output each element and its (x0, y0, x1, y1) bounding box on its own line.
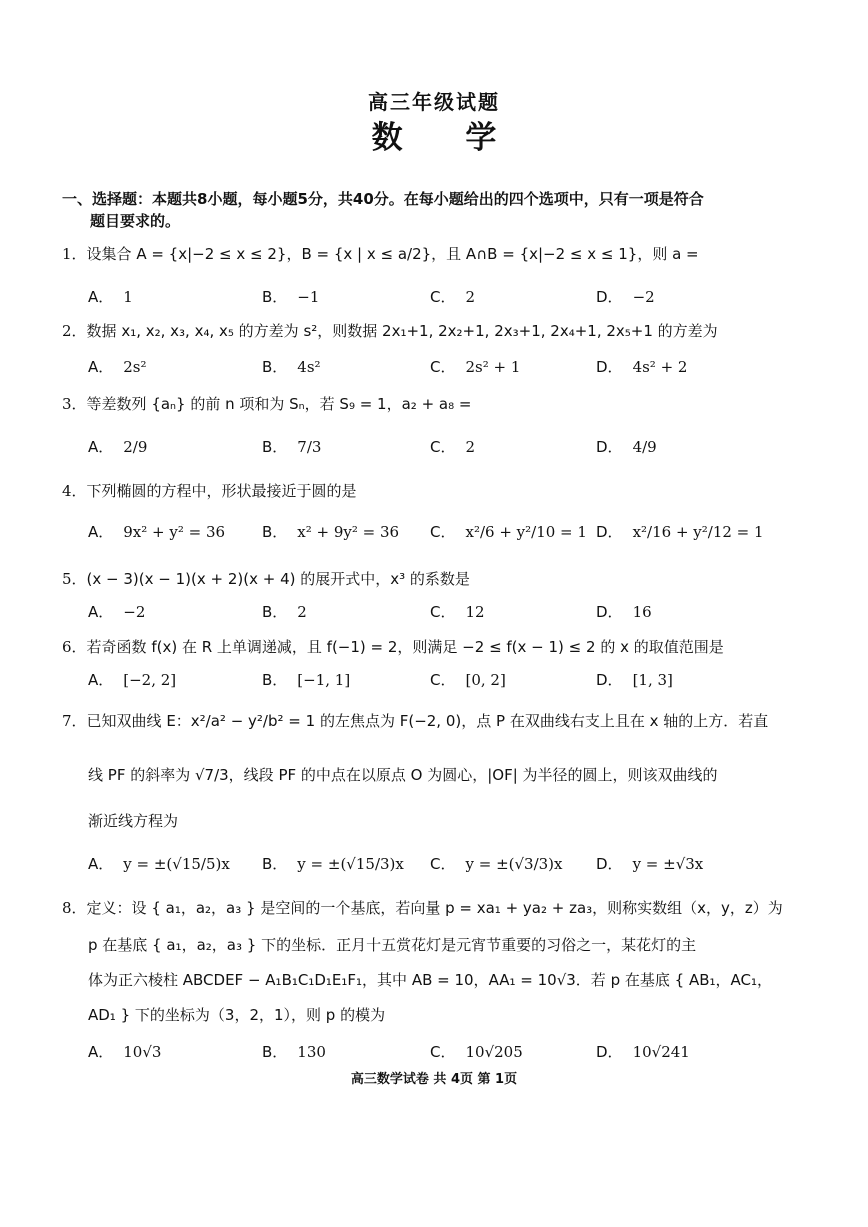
question-number: 5． (62, 570, 87, 588)
question-1-options (88, 285, 788, 315)
question-number: 7． (62, 712, 87, 730)
question-3 (62, 393, 792, 415)
question-8-stem-line-4: AD₁ } 下的坐标为（3，2，1），则 p 的模为 (88, 1006, 386, 1024)
question-8-stem-line-2: p 在基底 { a₁，a₂，a₃ } 下的坐标．正月十五赏花灯是元宵节重要的习俗之一，某花灯的主 (88, 936, 697, 954)
question-number: 1． (62, 245, 87, 263)
question-8 (62, 897, 792, 919)
exam-title: 数 学 (371, 120, 523, 156)
question-5-options (88, 600, 788, 630)
question-stem: 若奇函数 f(x) 在 R 上单调递减，且 f(−1) = 2，则满足 −2 ≤ f(x − 1) ≤ 2 的 x 的取值范围是 (86, 638, 724, 656)
question-8-stem-line-3: 体为正六棱柱 ABCDEF − A₁B₁C₁D₁E₁F₁，其中 AB = 10，AA₁ = 10√3．若 p 在基底 { AB₁，AC₁， (88, 971, 772, 989)
option-b[interactable]: B． −1 (262, 288, 320, 306)
option-d[interactable]: D． [1, 3] (596, 671, 673, 689)
option-d[interactable]: D． 4/9 (596, 438, 657, 456)
question-stem: 数据 x₁, x₂, x₃, x₄, x₅ 的方差为 s²，则数据 2x₁+1, 2x₂+1, 2x₃+1, 2x₄+1, 2x₅+1 的方差为 (86, 322, 718, 340)
option-d[interactable]: D． 4s² + 2 (596, 358, 688, 376)
option-b[interactable]: B． y = ±(√15/3)x (262, 855, 404, 873)
question-7-stem-line-3: 渐近线方程为 (88, 812, 179, 830)
option-a[interactable]: A． 2/9 (88, 438, 148, 456)
section-line-1: 一、选择题：本题共8小题，每小题5分，共40分。在每小题给出的四个选项中，只有一项是符合 (62, 190, 704, 208)
option-b[interactable]: B． 130 (262, 1043, 326, 1061)
question-number: 3． (62, 395, 87, 413)
section-instructions (62, 188, 782, 232)
option-d[interactable]: D． y = ±√3x (596, 855, 704, 873)
option-c[interactable]: C． 10√205 (430, 1043, 523, 1061)
option-d[interactable]: D． 10√241 (596, 1043, 690, 1061)
option-c[interactable]: C． 2s² + 1 (430, 358, 521, 376)
question-stem: 等差数列 {aₙ} 的前 n 项和为 Sₙ，若 S₉ = 1，a₂ + a₈ = (86, 395, 472, 413)
option-a[interactable]: A． −2 (88, 603, 146, 621)
question-6-options (88, 668, 788, 698)
question-number: 4． (62, 482, 87, 500)
option-c[interactable]: C． y = ±(√3/3)x (430, 855, 563, 873)
option-c[interactable]: C． 12 (430, 603, 485, 621)
option-a[interactable]: A． 2s² (88, 358, 147, 376)
option-a[interactable]: A． 1 (88, 288, 133, 306)
option-d[interactable]: D． 16 (596, 603, 652, 621)
option-b[interactable]: B． [−1, 1] (262, 671, 351, 689)
question-4 (62, 480, 792, 502)
option-d[interactable]: D． −2 (596, 288, 655, 306)
question-7 (62, 710, 792, 732)
option-c[interactable]: C． 2 (430, 438, 476, 456)
question-1 (62, 243, 792, 265)
question-number: 6． (62, 638, 87, 656)
option-c[interactable]: C． 2 (430, 288, 476, 306)
question-2 (62, 320, 792, 342)
question-7-options (88, 852, 788, 882)
option-b[interactable]: B． 4s² (262, 358, 321, 376)
question-5 (62, 568, 792, 590)
question-stem: 下列椭圆的方程中，形状最接近于圆的是 (86, 482, 357, 500)
question-number: 2． (62, 322, 87, 340)
option-b[interactable]: B． 7/3 (262, 438, 322, 456)
question-stem: 已知双曲线 E：x²/a² − y²/b² = 1 的左焦点为 F(−2, 0)，点 P 在双曲线右支上且在 x 轴的上方．若直 (86, 712, 769, 730)
option-a[interactable]: A． [−2, 2] (88, 671, 177, 689)
question-stem: (x − 3)(x − 1)(x + 2)(x + 4) 的展开式中，x³ 的系数是 (86, 570, 470, 588)
page-footer: 高三数学试卷 共 4页 第 1页 (350, 1072, 518, 1087)
question-8-options (88, 1040, 788, 1070)
option-c[interactable]: C． [0, 2] (430, 671, 506, 689)
question-4-options (88, 520, 788, 550)
option-d[interactable]: D． x²/16 + y²/12 = 1 (596, 523, 764, 541)
option-b[interactable]: B． 2 (262, 603, 307, 621)
option-a[interactable]: A． 10√3 (88, 1043, 162, 1061)
option-a[interactable]: A． 9x² + y² = 36 (88, 523, 226, 541)
question-number: 8． (62, 899, 87, 917)
question-stem: 设集合 A = {x|−2 ≤ x ≤ 2}，B = {x | x ≤ a/2}，且 A∩B = {x|−2 ≤ x ≤ 1}，则 a = (86, 245, 699, 263)
option-a[interactable]: A． y = ±(√15/5)x (88, 855, 230, 873)
question-7-stem-line-2: 线 PF 的斜率为 √7/3，线段 PF 的中点在以原点 O 为圆心，|OF| 为半径的圆上，则该双曲线的 (88, 766, 718, 784)
question-3-options (88, 435, 788, 465)
exam-subtitle: 高三年级试题 (368, 90, 500, 114)
section-line-2: 题目要求的。 (90, 212, 181, 230)
option-c[interactable]: C． x²/6 + y²/10 = 1 (430, 523, 587, 541)
question-2-options (88, 355, 788, 385)
option-b[interactable]: B． x² + 9y² = 36 (262, 523, 400, 541)
question-6 (62, 636, 792, 658)
question-stem: 定义：设 { a₁，a₂，a₃ } 是空间的一个基底，若向量 p = xa₁ + ya₂ + za₃，则称实数组（x，y，z）为 (86, 899, 783, 917)
